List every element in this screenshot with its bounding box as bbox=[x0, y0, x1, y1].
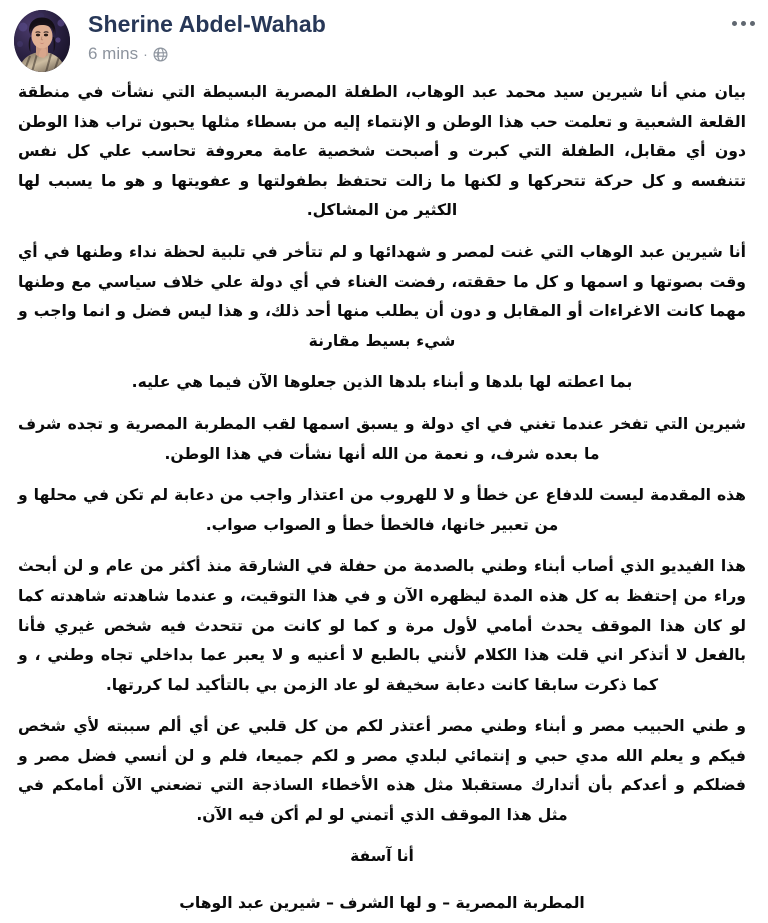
more-options-button[interactable] bbox=[726, 14, 760, 32]
post-closing-line: أنا آسفة bbox=[350, 846, 414, 865]
ellipsis-dot bbox=[732, 21, 737, 26]
ellipsis-dot bbox=[750, 21, 755, 26]
post-signature: المطربة المصرية – و لها الشرف – شيرين عبد الوهاب bbox=[179, 894, 585, 913]
post-paragraph: أنا شيرين عبد الوهاب التي غنت لمصر و شهدائها و لم تتأخر في تلبية لحظة نداء وطنها في أي وقت بصوتها و اسمها و كل ما حققته، رفضت الغناء في أي دولة علي خلاف سياسي مع وطنها مهما كانت الاغراءات أو المقابل و دون أن يطلب منها أحد ذلك، و هذا ليس فضل و انما واجب و شيء بسيط مقارنة bbox=[18, 242, 746, 350]
post-meta bbox=[88, 45, 326, 62]
meta-separator: · bbox=[143, 45, 148, 62]
post-paragraph: و طني الحبيب مصر و أبناء وطني مصر أعتذر لكم من كل قلبي عن أي ألم سببته لأي شخص فيكم و يعلم الله مدي حبي و إنتمائي لبلدي مصر و لكم جميعا، فلم و لن أنسي فضل مصر و فضلكم و أعدكم بأن أتدارك مستقبلا مثل هذه الأخطاء الساذجة التي تضعني الآن أمامكم في مثل هذا الموقف الذي أتمني لو لم أكن فيه الآن. bbox=[18, 717, 746, 825]
globe-icon[interactable] bbox=[153, 47, 168, 62]
avatar-photo bbox=[14, 10, 70, 72]
post-paragraph: بيان مني أنا شيرين سيد محمد عبد الوهاب، الطفلة المصرية البسيطة التي نشأت في منطقة القلعة الشعبية و تعلمت حب هذا الوطن و الإنتماء إليه من بسطاء مثلها يحبون تراب هذا الوطن دون أي مقابل، الطفلة التي كبرت و أصبحت شخصية عامة معروفة تحاسب علي كل نفس تتنفسه و كل حركة تتحركها و لكنها ما زالت تحتفظ بطفولتها و عفويتها و هو ما يسبب لها الكثير من المشاكل. bbox=[18, 83, 746, 220]
post-header bbox=[0, 0, 768, 78]
post-paragraph: شيرين التي تفخر عندما تغني في اي دولة و يسبق اسمها لقب المطربة المصرية و تجده شرف ما بعده شرف، و نعمة من الله أنها نشأت في هذا الوطن. bbox=[18, 414, 746, 463]
avatar[interactable] bbox=[14, 10, 70, 72]
header-text bbox=[88, 11, 326, 62]
ellipsis-dot bbox=[741, 21, 746, 26]
post-timestamp[interactable]: 6 mins bbox=[88, 44, 139, 64]
post-body bbox=[0, 78, 768, 919]
post-paragraph: هذا الفيديو الذي أصاب أبناء وطني بالصدمة من حفلة في الشارقة منذ أكثر من عام و لن أبحث وراء من إحتفظ به كل هذه المدة ليظهره الآن و في هذا التوقيت، و عندما شاهدته شاهدته كما لو كان هذا الموقف يحدث أمامي لأول مرة و كما لو كانت من تتحدث فيه شخص غيري فأنا بالفعل لا أتذكر اني قلت هذا الكلام لأنني بالطبع لا أعنيه و لا يعبر عما بداخلي تجاه وطني ، و كما ذكرت سابقا كانت دعابة سخيفة لو عاد الزمن بي بالتأكيد لما كررتها. bbox=[18, 557, 746, 694]
post-paragraph: بما اعطته لها بلدها و أبناء بلدها الذين جعلوها الآن فيما هي عليه. bbox=[131, 373, 633, 392]
author-name[interactable]: Sherine Abdel-Wahab bbox=[88, 11, 326, 37]
post-paragraph: هذه المقدمة ليست للدفاع عن خطأ و لا للهروب من اعتذار واجب من دعابة لم تكن في محلها و من تعبير خانها، فالخطأ خطأ و الصواب صواب. bbox=[18, 486, 746, 534]
